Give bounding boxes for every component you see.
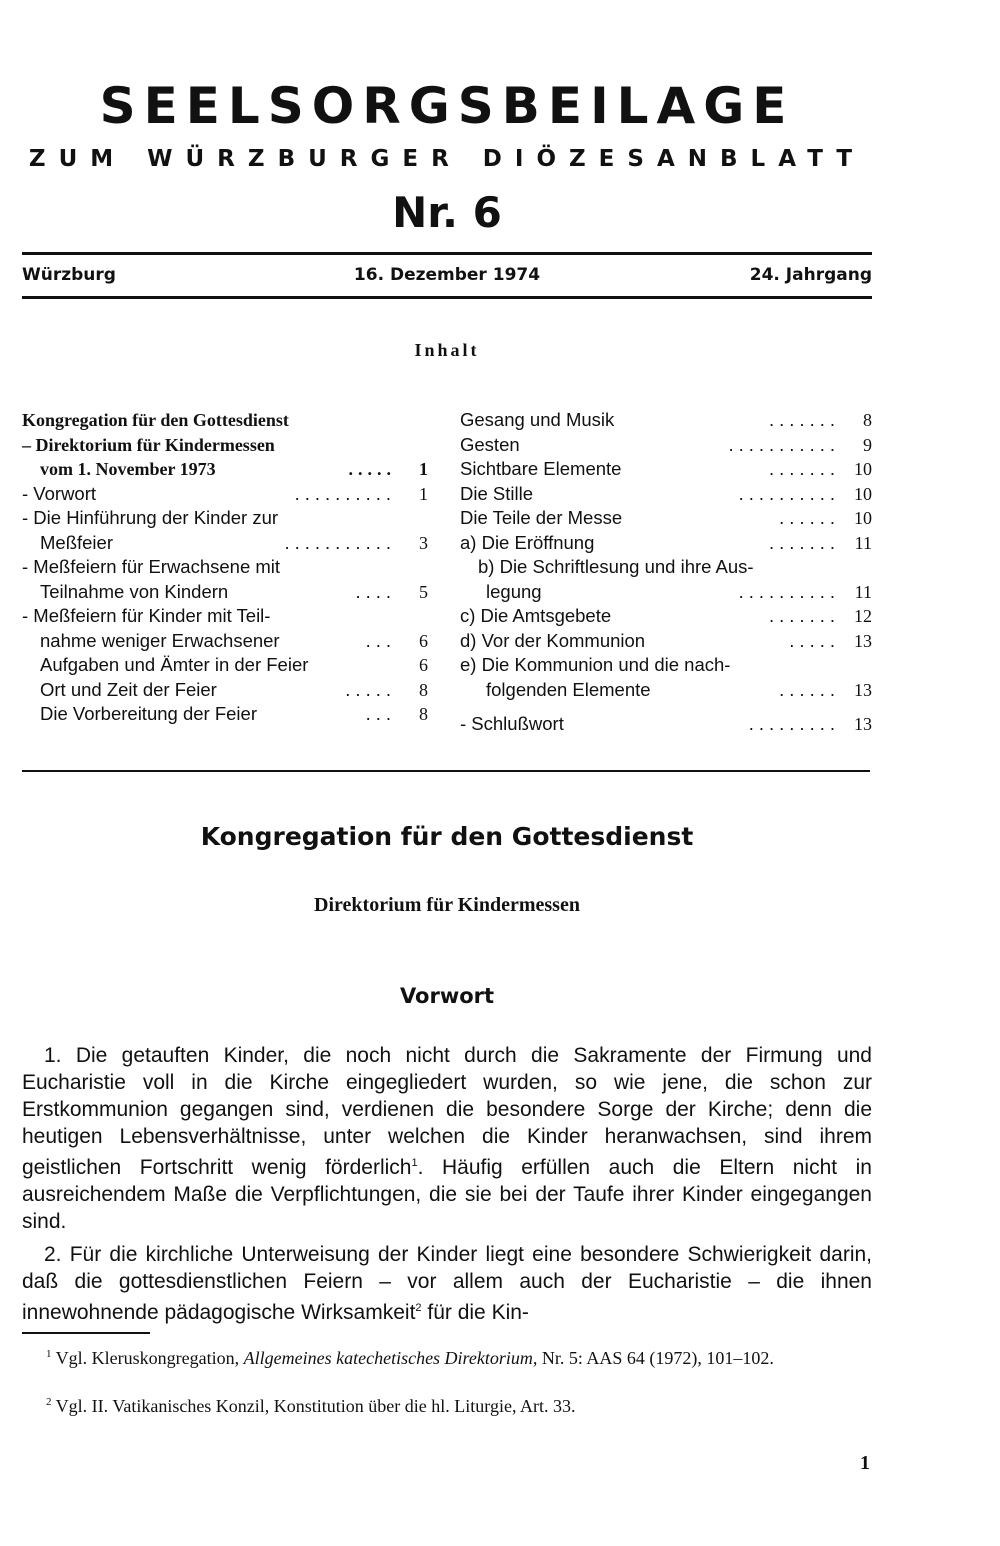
- dateline-place: Würzburg: [22, 265, 116, 285]
- toc-entry: Gesten ........... 9: [460, 433, 872, 458]
- toc-entry-text: - Vorwort: [22, 482, 97, 504]
- page-number: 1: [860, 1452, 870, 1474]
- toc-entry: c) Die Amtsgebete ....... 12: [460, 604, 872, 629]
- toc-entry-text: Ort und Zeit der Feier: [40, 678, 217, 700]
- toc-divider: [22, 770, 870, 772]
- toc-entry-text: Die Stille: [460, 482, 533, 504]
- toc-entry: [22, 408, 428, 433]
- toc-entry-page: 6: [419, 630, 428, 651]
- toc-entry: [460, 555, 872, 580]
- toc-entry: a) Die Eröffnung ....... 11: [460, 531, 872, 556]
- toc-left-column: [22, 408, 428, 727]
- paragraph-1: 1. Die getauften Kinder, die noch nicht durch die Sakramente der Firmung und Eucharistie voll in die Kirche eingegliedert wurden, so wie jene, die schon zur Erstkommunion gegangen sind, verdienen die besondere Sorge der Kirche; denn die heutigen Lebensverhältnisse, unter welchen die Kinder heranwachsen, sind ihrem geistlichen Fortschritt wenig förderlich$^1$. Häufig erfüllen auch die Eltern nicht in ausreichendem Maße die Verpflichtungen, die sie bei der Taufe ihrer Kinder eingegangen sind.: [22, 1044, 872, 1233]
- toc-entry-text: b) Die Schriftlesung und ihre Aus-: [478, 556, 754, 577]
- toc-entry-page: 9: [863, 434, 872, 455]
- footnote-ref: 1: [411, 1157, 418, 1169]
- dateline: [22, 262, 872, 288]
- toc-entry: [460, 653, 872, 678]
- toc-entry: Sichtbare Elemente ....... 10: [460, 457, 872, 482]
- toc-entry: nahme weniger Erwachsener ... 6: [22, 629, 428, 654]
- toc-entry: d) Vor der Kommunion ..... 13: [460, 629, 872, 654]
- toc-entry-page: 13: [854, 714, 872, 734]
- toc-entry-text: Die Teile der Messe: [460, 507, 623, 528]
- toc-entry-page: 8: [419, 679, 428, 700]
- footnote-mark: 2: [46, 1396, 52, 1408]
- toc-entry-text: Aufgaben und Ämter in der Feier: [40, 654, 309, 675]
- toc-entry: - Vorwort .......... 1: [22, 482, 428, 507]
- section-heading: Vorwort: [399, 984, 495, 1008]
- toc-entry: - Schlußwort ......... 13: [460, 712, 872, 737]
- paragraph-2: 2. Für die kirchliche Unterweisung der Kinder liegt eine besondere Schwierigkeit darin, daß die gottesdienstlichen Feiern – vor allem auch der Eucharistie – die ihnen innewohnende pädagogische Wirksamkeit$^2$ für die Kin-: [22, 1243, 872, 1324]
- toc-entry-text: nahme weniger Erwachsener: [40, 629, 280, 651]
- toc-entry-text: folgenden Elemente: [486, 678, 651, 700]
- toc-entry-text: e) Die Kommunion und die nach-: [460, 654, 731, 675]
- toc-entry-page: 11: [854, 532, 872, 553]
- toc-entry-text: Gesang und Musik: [460, 409, 615, 430]
- toc-entry-text: Teilnahme von Kindern: [40, 580, 229, 602]
- toc-entry-page: 11: [854, 581, 872, 602]
- footnote-mark: 1: [46, 1348, 52, 1360]
- toc-entry: folgenden Elemente ...... 13: [460, 678, 872, 703]
- toc-entry: Gesang und Musik ....... 8: [460, 408, 872, 433]
- toc-entry-page: 13: [854, 630, 872, 651]
- toc-entry-text: Meßfeier: [40, 531, 113, 553]
- toc-entry-page: 3: [419, 532, 428, 553]
- toc-entry: Die Stille .......... 10: [460, 482, 872, 507]
- toc-entry-page: 1: [419, 459, 428, 479]
- toc-entry-text: a) Die Eröffnung: [460, 531, 595, 553]
- toc-entry-text: Gesten: [460, 433, 520, 455]
- footnote-1: $^1$ Vgl. Kleruskongregation, Allgemeines katechetisches Direktorium, Nr. 5: AAS 64 (1972), 101–102.: [46, 1348, 774, 1368]
- toc-entry-page: 6: [419, 655, 428, 675]
- toc-entry-page: 13: [854, 679, 872, 700]
- toc-entry-text: Kongregation für den Gottesdienst: [22, 410, 289, 430]
- toc-entry: [22, 506, 428, 531]
- toc-entry-text: - Die Hinführung der Kinder zur: [22, 507, 279, 528]
- article-subtitle: Direktorium für Kindermessen: [314, 894, 580, 916]
- toc-entry: legung .......... 11: [460, 580, 872, 605]
- footnote-rule: [22, 1332, 150, 1334]
- masthead-subtitle: ZUM WÜRZBURGER DIÖZESANBLATT: [28, 146, 866, 172]
- issue-number: Nr. 6: [392, 188, 502, 237]
- toc-entry-text: - Schlußwort: [460, 713, 564, 734]
- footnote-ref: 2: [415, 1302, 422, 1314]
- header-rule-top: [22, 252, 872, 255]
- header-rule-bottom: [22, 296, 872, 299]
- toc-entry-page: 10: [854, 483, 872, 504]
- toc-entry-text: - Meßfeiern für Erwachsene mit: [22, 556, 281, 577]
- toc-entry: [22, 433, 428, 458]
- toc-entry-text: Die Vorbereitung der Feier: [40, 703, 257, 724]
- article-title: Kongregation für den Gottesdienst: [200, 822, 694, 851]
- toc-entry-page: 8: [419, 704, 428, 724]
- toc-entry-text: d) Vor der Kommunion: [460, 629, 646, 651]
- footnote-2: $^2$ Vgl. II. Vatikanisches Konzil, Konstitution über die hl. Liturgie, Art. 33.: [46, 1396, 576, 1416]
- toc-entry-text: - Meßfeiern für Kinder mit Teil-: [22, 605, 271, 626]
- toc-entry-text: – Direktorium für Kindermessen: [22, 434, 275, 455]
- masthead-title: SEELSORGSBEILAGE: [99, 77, 795, 135]
- toc-entry-page: 1: [419, 483, 428, 504]
- toc-right-column: [460, 408, 872, 737]
- toc-entry: Ort und Zeit der Feier ..... 8: [22, 678, 428, 703]
- toc-entry: [22, 604, 428, 629]
- toc-entry: Die Vorbereitung der Feier ... 8: [22, 702, 428, 727]
- toc-entry-text: vom 1. November 1973: [40, 459, 216, 479]
- toc-entry-page: 10: [854, 508, 872, 528]
- toc-heading: Inhalt: [414, 340, 480, 360]
- toc-entry-page: 10: [854, 459, 872, 479]
- toc-entry: [22, 653, 428, 678]
- toc-entry-text: Sichtbare Elemente: [460, 458, 622, 479]
- toc-entry-page: 8: [863, 410, 872, 430]
- toc-entry: Teilnahme von Kindern .... 5: [22, 580, 428, 605]
- toc-entry: Meßfeier ........... 3: [22, 531, 428, 556]
- toc-entry: Die Teile der Messe ...... 10: [460, 506, 872, 531]
- toc-entry-page: 12: [854, 606, 872, 626]
- toc-entry-text: legung: [486, 580, 542, 602]
- toc-entry: vom 1. November 1973 ..... 1: [22, 457, 428, 482]
- toc-entry-text: c) Die Amtsgebete: [460, 605, 612, 626]
- toc-entry-page: 5: [419, 581, 428, 602]
- dateline-volume: 24. Jahrgang: [749, 265, 872, 285]
- toc-entry: [22, 555, 428, 580]
- dateline-date: 16. Dezember 1974: [353, 265, 541, 285]
